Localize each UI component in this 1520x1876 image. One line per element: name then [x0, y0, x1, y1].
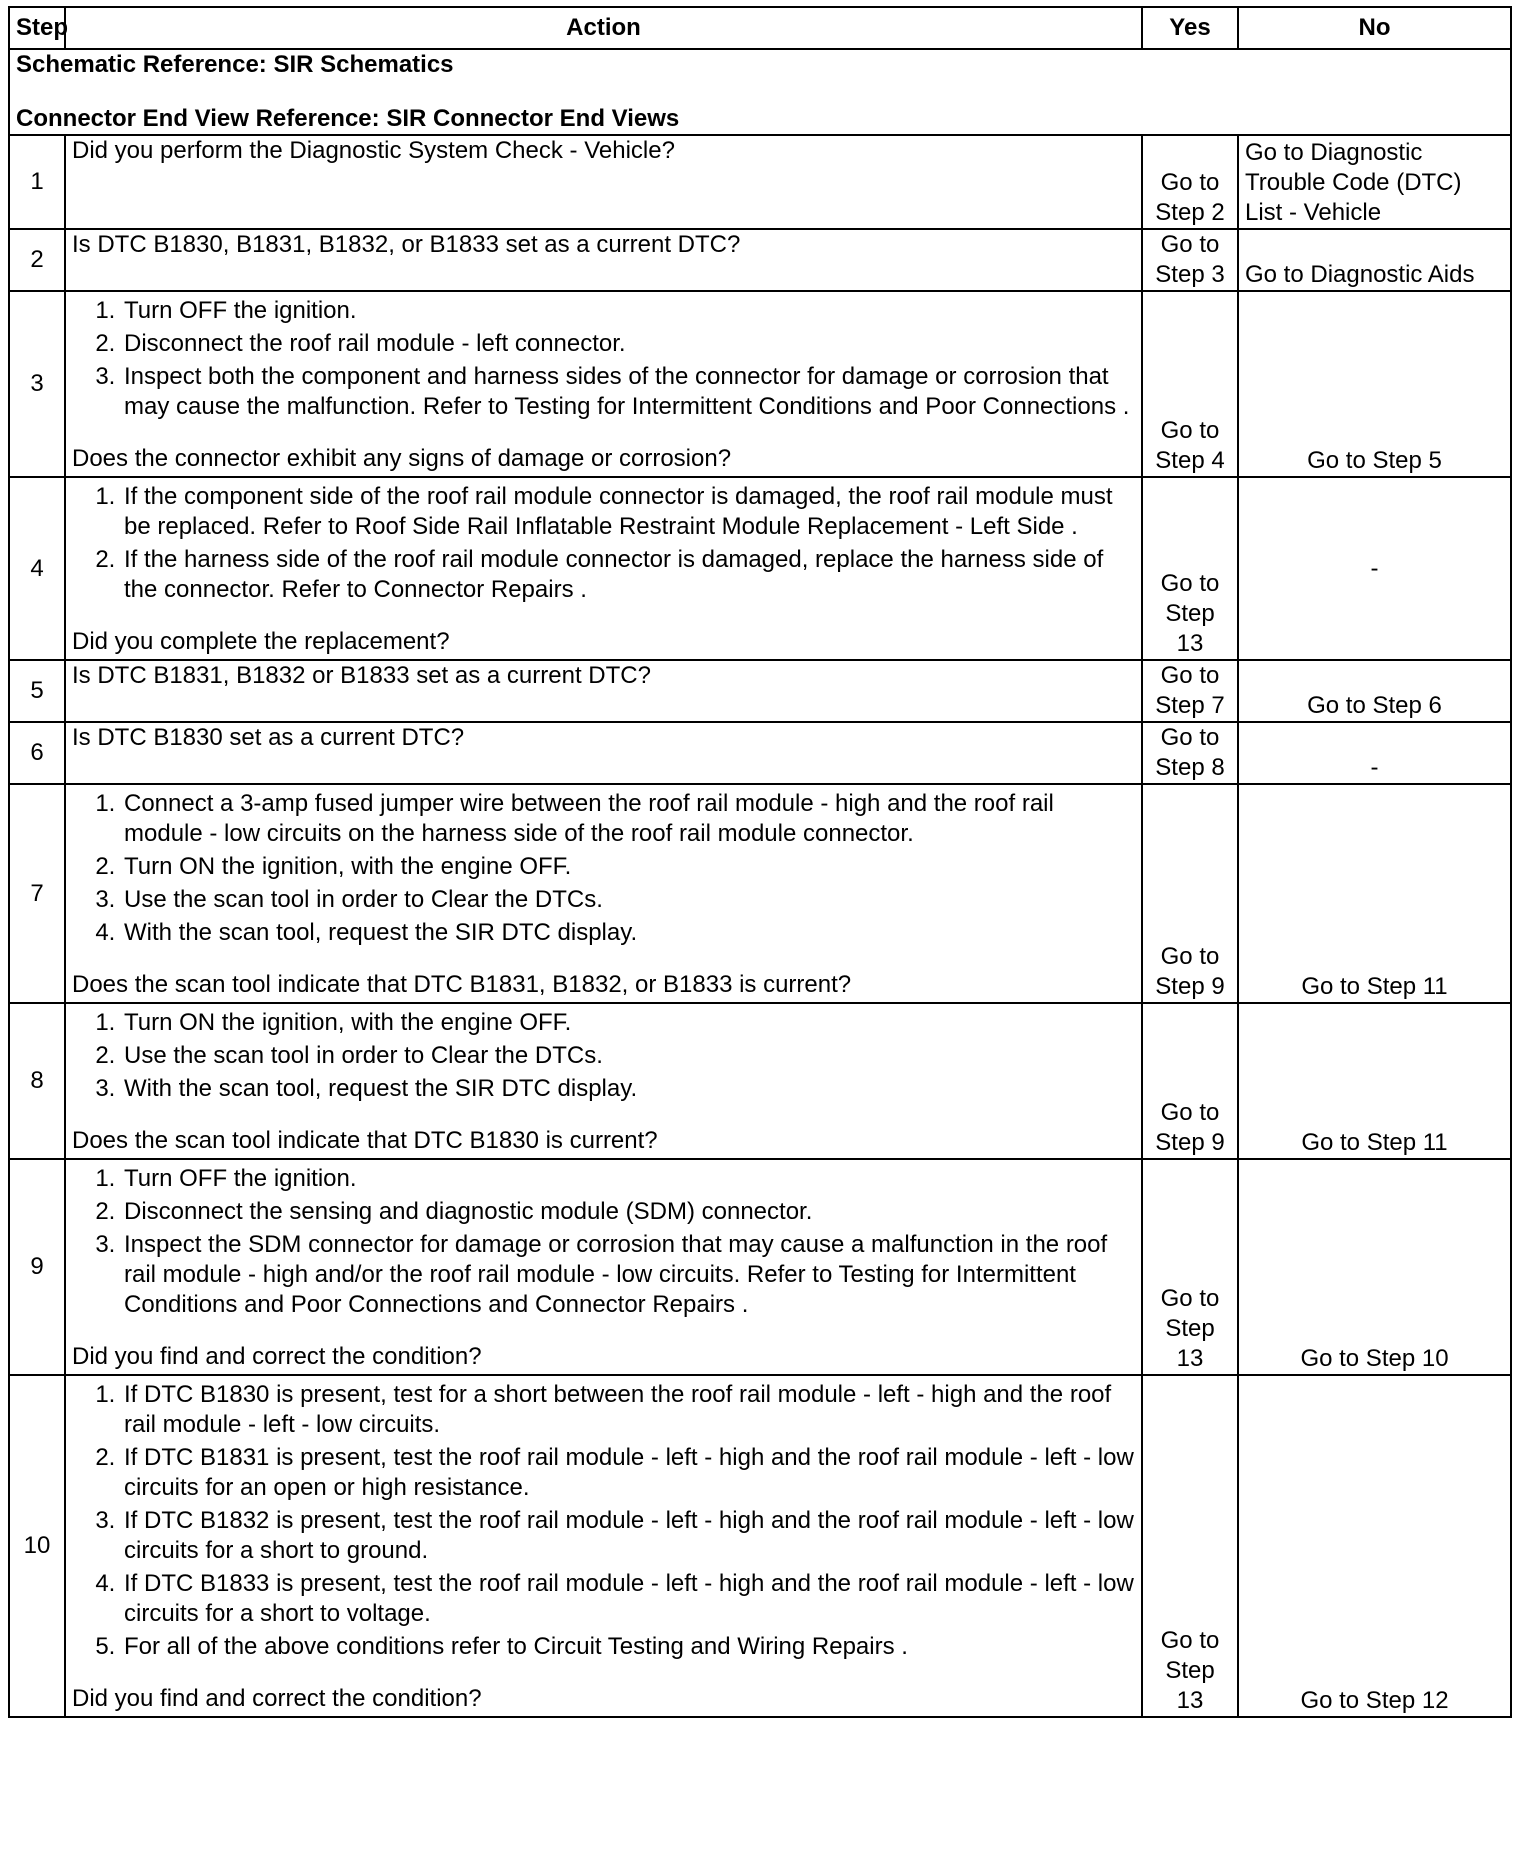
yes-cell [1142, 1375, 1238, 1717]
action-step: 3. With the scan tool, request the SIR DTC display. [122, 1074, 1135, 1104]
step-number: 7 [9, 784, 65, 1003]
step-number: 3 [9, 291, 65, 477]
header-no: No [1238, 7, 1511, 49]
no-result: Go to Diagnostic Aids [1245, 261, 1475, 288]
header-action: Action [65, 7, 1142, 49]
table-row [9, 784, 1511, 1003]
no-result: Go to Step 11 [1301, 1129, 1448, 1156]
action-step: 1. If the component side of the roof rail module connector is damaged, the roof rail module must be replaced. Refer to Roof Side Rail Inflatable Restraint Module Replacement - Left Side . [122, 482, 1135, 542]
no-cell [1238, 291, 1511, 477]
action-question: Did you find and correct the condition? [72, 1685, 482, 1712]
action-cell [65, 722, 1142, 784]
action-cell [65, 660, 1142, 722]
no-cell [1238, 1003, 1511, 1159]
yes-cell [1142, 229, 1238, 291]
no-cell [1238, 229, 1511, 291]
yes-result: Go to Step 7 [1155, 662, 1225, 719]
no-cell [1238, 784, 1511, 1003]
no-cell [1238, 477, 1511, 660]
step-number: 9 [9, 1159, 65, 1375]
action-step: 1. If DTC B1830 is present, test for a short between the roof rail module - left - high and the roof rail module - left - low circuits. [122, 1380, 1135, 1440]
action-cell [65, 291, 1142, 477]
action-step: 1. Turn ON the ignition, with the engine OFF. [122, 1008, 1135, 1038]
no-cell [1238, 660, 1511, 722]
action-question: Did you find and correct the condition? [72, 1343, 482, 1370]
action-step: 2. If DTC B1831 is present, test the roof rail module - left - high and the roof rail module - left - low circuits for an open or high resistance. [122, 1443, 1135, 1503]
yes-result: Go to Step 3 [1155, 231, 1225, 288]
no-result: Go to Step 10 [1300, 1345, 1449, 1372]
action-steps-list [72, 1164, 1135, 1320]
reference-cell [9, 49, 1511, 135]
action-steps-list [72, 296, 1135, 422]
action-step: 2. Disconnect the sensing and diagnostic module (SDM) connector. [122, 1197, 1135, 1227]
diagnostic-table [8, 6, 1512, 1718]
action-steps-list [72, 1380, 1135, 1662]
header-yes: Yes [1142, 7, 1238, 49]
table-row [9, 660, 1511, 722]
action-cell [65, 1003, 1142, 1159]
no-result: Go to Diagnostic Trouble Code (DTC) List - Vehicle [1245, 139, 1462, 226]
table-row [9, 291, 1511, 477]
action-question: Is DTC B1831, B1832 or B1833 set as a current DTC? [72, 662, 651, 689]
action-step: 4. If DTC B1833 is present, test the roof rail module - left - high and the roof rail module - left - low circuits for a short to voltage. [122, 1569, 1135, 1629]
step-number: 10 [9, 1375, 65, 1717]
no-result: - [1370, 754, 1379, 781]
action-step: 2. If the harness side of the roof rail module connector is damaged, replace the harness side of the connector. Refer to Connector Repairs . [122, 545, 1135, 605]
action-step: 3. Use the scan tool in order to Clear the DTCs. [122, 885, 1135, 915]
no-result: Go to Step 5 [1307, 447, 1442, 474]
action-step: 1. Turn OFF the ignition. [122, 296, 1135, 326]
step-rows [9, 135, 1511, 1717]
yes-result: Go to Step 9 [1155, 943, 1225, 1000]
schematic-reference: Schematic Reference: SIR Schematics [16, 51, 454, 78]
yes-cell [1142, 477, 1238, 660]
action-question: Is DTC B1830, B1831, B1832, or B1833 set as a current DTC? [72, 231, 741, 258]
action-question: Is DTC B1830 set as a current DTC? [72, 724, 465, 751]
table-row [9, 135, 1511, 229]
table-row [9, 722, 1511, 784]
no-result: - [1370, 554, 1379, 582]
no-result: Go to Step 11 [1301, 973, 1448, 1000]
action-question: Did you complete the replacement? [72, 628, 450, 655]
action-step: 2. Turn ON the ignition, with the engine OFF. [122, 852, 1135, 882]
action-question: Does the scan tool indicate that DTC B1831, B1832, or B1833 is current? [72, 971, 852, 998]
table-row [9, 1375, 1511, 1717]
no-result: Go to Step 12 [1300, 1687, 1449, 1714]
action-step: 4. With the scan tool, request the SIR DTC display. [122, 918, 1135, 948]
header-row [9, 7, 1511, 49]
no-cell [1238, 1159, 1511, 1375]
yes-cell [1142, 135, 1238, 229]
step-number: 8 [9, 1003, 65, 1159]
action-step: 1. Connect a 3-amp fused jumper wire between the roof rail module - high and the roof rail module - low circuits on the harness side of the roof rail module connector. [122, 789, 1135, 849]
table-row [9, 1159, 1511, 1375]
table-row [9, 229, 1511, 291]
action-steps-list [72, 482, 1135, 605]
yes-cell [1142, 1003, 1238, 1159]
step-number: 1 [9, 135, 65, 229]
action-steps-list [72, 789, 1135, 948]
action-steps-list [72, 1008, 1135, 1104]
action-step: 2. Disconnect the roof rail module - left connector. [122, 329, 1135, 359]
yes-cell [1142, 784, 1238, 1003]
action-cell [65, 1159, 1142, 1375]
action-cell [65, 135, 1142, 229]
yes-result: Go to Step 2 [1155, 169, 1225, 226]
yes-cell [1142, 1159, 1238, 1375]
action-question: Does the connector exhibit any signs of damage or corrosion? [72, 445, 732, 472]
yes-cell [1142, 660, 1238, 722]
action-cell [65, 1375, 1142, 1717]
action-cell [65, 229, 1142, 291]
action-step: 3. Inspect the SDM connector for damage or corrosion that may cause a malfunction in the roof rail module - high and/or the roof rail module - low circuits. Refer to Testing for Intermittent Conditions and Poor Connections and Connector Repairs . [122, 1230, 1135, 1320]
no-cell [1238, 722, 1511, 784]
action-step: 2. Use the scan tool in order to Clear the DTCs. [122, 1041, 1135, 1071]
connector-end-view-reference: Connector End View Reference: SIR Connector End Views [16, 105, 680, 132]
yes-result: Go to Step 13 [1160, 1627, 1220, 1714]
action-step: 1. Turn OFF the ignition. [122, 1164, 1135, 1194]
reference-row [9, 49, 1511, 135]
action-step: 3. If DTC B1832 is present, test the roof rail module - left - high and the roof rail module - left - low circuits for a short to ground. [122, 1506, 1135, 1566]
step-number: 2 [9, 229, 65, 291]
step-number: 6 [9, 722, 65, 784]
action-step: 3. Inspect both the component and harness sides of the connector for damage or corrosion that may cause the malfunction. Refer to Testing for Intermittent Conditions and Poor Connections . [122, 362, 1135, 422]
step-number: 5 [9, 660, 65, 722]
header-step: Step [9, 7, 65, 49]
no-cell [1238, 1375, 1511, 1717]
no-result: Go to Step 6 [1307, 692, 1442, 719]
table-row [9, 1003, 1511, 1159]
yes-result: Go to Step 13 [1160, 1285, 1220, 1372]
yes-result: Go to Step 9 [1155, 1099, 1225, 1156]
action-question: Did you perform the Diagnostic System Check - Vehicle? [72, 137, 675, 164]
yes-cell [1142, 291, 1238, 477]
action-step: 5. For all of the above conditions refer to Circuit Testing and Wiring Repairs . [122, 1632, 1135, 1662]
no-cell [1238, 135, 1511, 229]
yes-cell [1142, 722, 1238, 784]
yes-result: Go to Step 4 [1155, 417, 1225, 474]
step-number: 4 [9, 477, 65, 660]
table-row [9, 477, 1511, 660]
yes-result: Go to Step 13 [1160, 570, 1220, 657]
action-cell [65, 477, 1142, 660]
action-question: Does the scan tool indicate that DTC B1830 is current? [72, 1127, 658, 1154]
action-cell [65, 784, 1142, 1003]
yes-result: Go to Step 8 [1155, 724, 1225, 781]
